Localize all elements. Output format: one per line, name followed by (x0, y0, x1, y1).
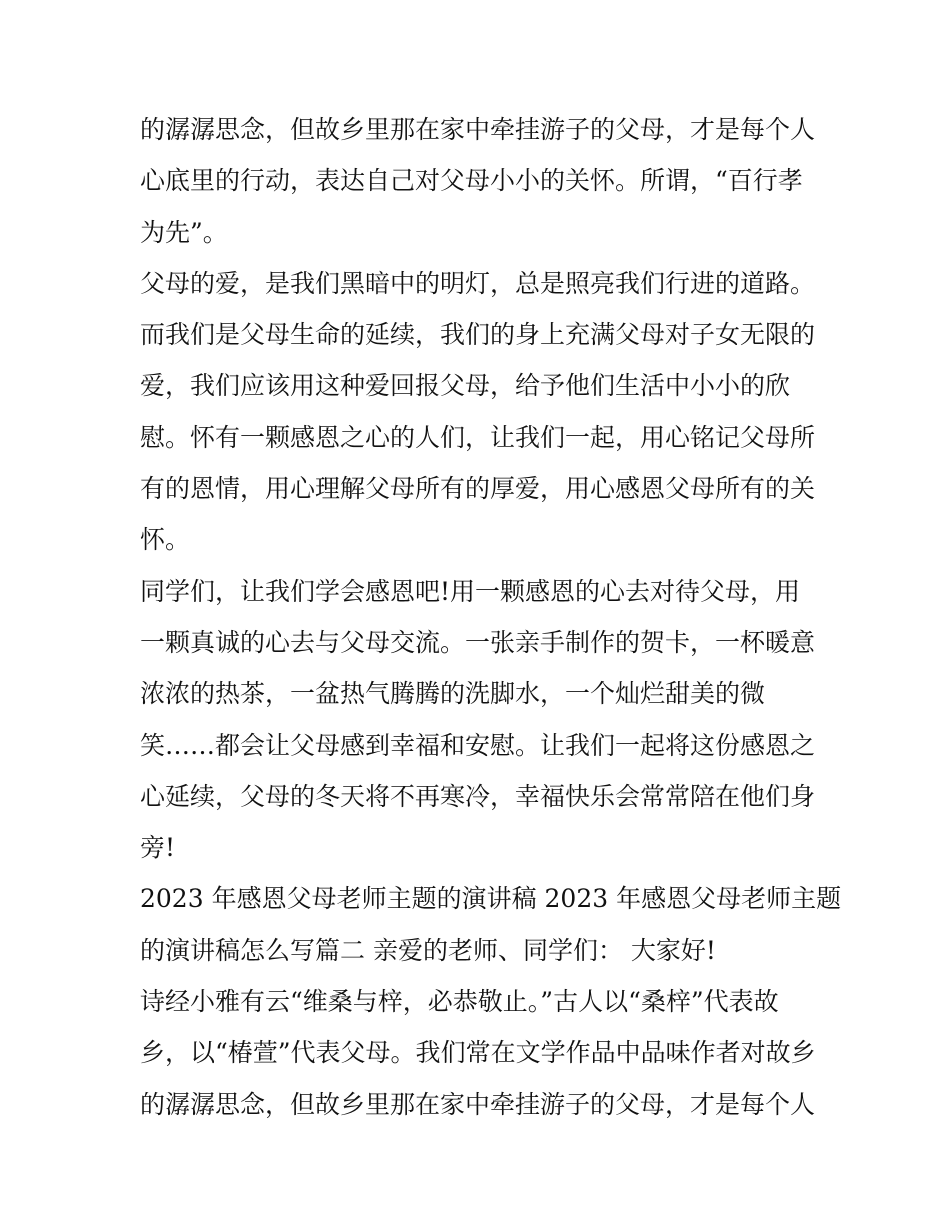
text-line-16: 2023 年感恩父母老师主题的演讲稿 2023 年感恩父母老师主题 (140, 884, 842, 914)
text-line-18: 诗经小雅有云“维桑与梓，必恭敬止。”古人以“桑梓”代表故 (140, 987, 779, 1017)
text-line-14: 心延续，父母的冬天将不再寒冷，幸福快乐会常常陪在他们身 (140, 781, 816, 811)
text-line-13: 笑……都会让父母感到幸福和安慰。让我们一起将这份感恩之 (140, 730, 816, 760)
text-line-1: 的潺潺思念，但故乡里那在家中牵挂游子的父母，才是每个人 (140, 115, 816, 144)
text-line-8: 有的恩情，用心理解父母所有的厚爱，用心感恩父母所有的关 (140, 474, 816, 504)
text-line-2: 心底里的行动，表达自己对父母小小的关怀。所谓，“百行孝 (140, 166, 803, 196)
text-line-20: 的潺潺思念，但故乡里那在家中牵挂游子的父母，才是每个人 (140, 1089, 816, 1119)
text-line-4: 父母的爱，是我们黑暗中的明灯，总是照亮我们行进的道路。 (140, 268, 816, 298)
text-line-19: 乡，以“椿萱”代表父母。我们常在文学作品中品味作者对故乡 (140, 1038, 816, 1068)
text-line-12: 浓浓的热茶，一盆热气腾腾的洗脚水，一个灿烂甜美的微 (140, 679, 766, 709)
text-line-5: 而我们是父母生命的延续，我们的身上充满父母对子女无限的 (140, 320, 816, 350)
text-line-11: 一颗真诚的心去与父母交流。一张亲手制作的贺卡，一杯暖意 (140, 627, 816, 657)
body-text (140, 104, 842, 1130)
text-line-3: 为先”。 (140, 217, 228, 247)
text-line-15: 旁! (140, 833, 176, 863)
text-line-7: 慰。怀有一颗感恩之心的人们，让我们一起，用心铭记父母所 (140, 422, 816, 452)
text-line-10: 同学们，让我们学会感恩吧!用一颗感恩的心去对待父母，用 (140, 576, 801, 606)
text-line-6: 爱，我们应该用这种爱回报父母，给予他们生活中小小的欣 (140, 371, 791, 401)
text-line-9: 怀。 (140, 525, 191, 555)
text-line-17: 的演讲稿怎么写篇二 亲爱的老师、同学们： 大家好! (140, 935, 716, 965)
